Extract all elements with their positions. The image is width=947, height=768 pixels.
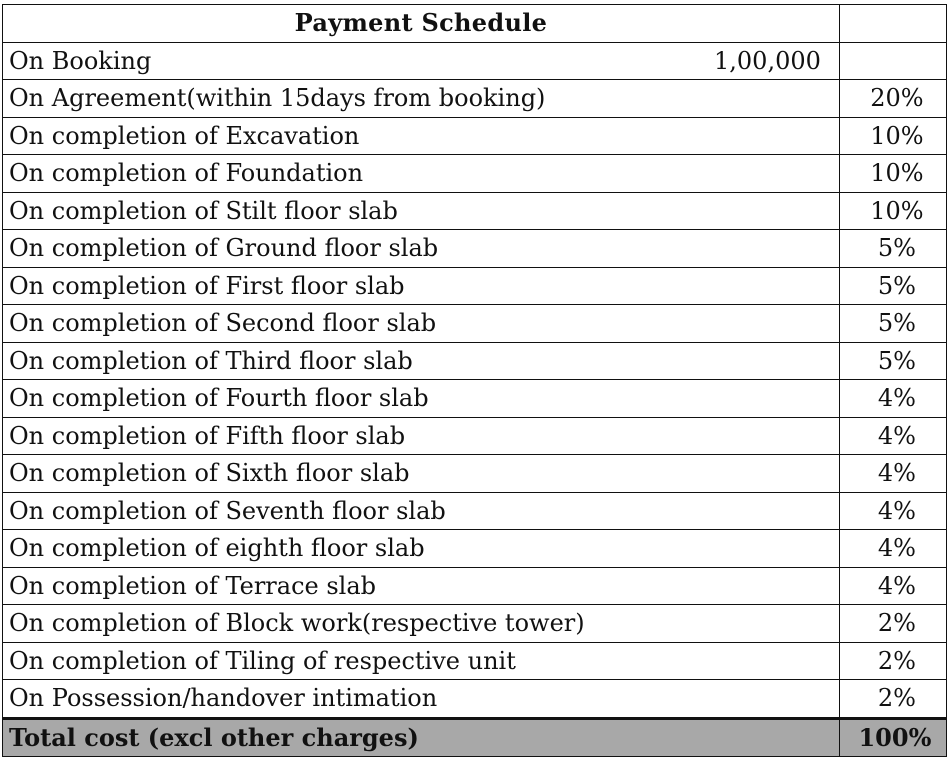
- table-row: [3, 230, 947, 268]
- table-row: [3, 80, 947, 118]
- milestone-label: On Agreement(within 15days from booking): [3, 80, 840, 118]
- milestone-percent: 5%: [839, 305, 946, 343]
- milestone-label: On completion of Ground floor slab: [3, 230, 840, 268]
- total-label: Total cost (excl other charges): [3, 718, 840, 757]
- table-row: [3, 267, 947, 305]
- milestone-label: On completion of Fourth floor slab: [3, 380, 840, 418]
- booking-amount: 1,00,000: [714, 46, 821, 75]
- table-row: [3, 117, 947, 155]
- table-row: [3, 642, 947, 680]
- table-row: [3, 417, 947, 455]
- milestone-label: On completion of Foundation: [3, 155, 840, 193]
- table-row: [3, 455, 947, 493]
- table-header-row: [3, 5, 947, 43]
- booking-label: On Booking: [9, 46, 152, 75]
- milestone-percent: 10%: [839, 155, 946, 193]
- milestone-label: On completion of Third floor slab: [3, 342, 840, 380]
- milestone-label: On Possession/handover intimation: [3, 680, 840, 719]
- milestone-percent: 4%: [839, 492, 946, 530]
- milestone-percent: 10%: [839, 117, 946, 155]
- table-row: [3, 192, 947, 230]
- table-row: [3, 492, 947, 530]
- table-row: [3, 605, 947, 643]
- milestone-label: On completion of Block work(respective tower): [3, 605, 840, 643]
- payment-schedule-sheet: [2, 4, 945, 768]
- total-percent: 100%: [839, 718, 946, 757]
- booking-row: [3, 42, 947, 80]
- milestone-label: On completion of First floor slab: [3, 267, 840, 305]
- milestone-percent: 4%: [839, 417, 946, 455]
- table-row: [3, 305, 947, 343]
- milestone-percent: 5%: [839, 342, 946, 380]
- booking-percent-cell: [839, 42, 946, 80]
- milestone-percent: 5%: [839, 267, 946, 305]
- table-row: [3, 380, 947, 418]
- milestone-percent: 5%: [839, 230, 946, 268]
- milestone-label: On completion of Excavation: [3, 117, 840, 155]
- payment-schedule-table: [2, 4, 947, 757]
- milestone-label: On completion of Tiling of respective unit: [3, 642, 840, 680]
- milestone-percent: 4%: [839, 455, 946, 493]
- milestone-label: On completion of Fifth floor slab: [3, 417, 840, 455]
- booking-description-cell: [3, 42, 840, 80]
- milestone-label: On completion of Terrace slab: [3, 567, 840, 605]
- table-row: [3, 530, 947, 568]
- table-row: [3, 155, 947, 193]
- milestone-label: On completion of Stilt floor slab: [3, 192, 840, 230]
- milestone-percent: 2%: [839, 605, 946, 643]
- milestone-label: On completion of Sixth floor slab: [3, 455, 840, 493]
- milestone-label: On completion of Seventh floor slab: [3, 492, 840, 530]
- milestone-label: On completion of Second floor slab: [3, 305, 840, 343]
- milestone-percent: 20%: [839, 80, 946, 118]
- milestone-percent: 4%: [839, 567, 946, 605]
- table-title: Payment Schedule: [3, 5, 840, 43]
- milestone-label: On completion of eighth floor slab: [3, 530, 840, 568]
- table-header-blank-cell: [839, 5, 946, 43]
- total-row: [3, 718, 947, 757]
- milestone-percent: 2%: [839, 642, 946, 680]
- table-row: [3, 567, 947, 605]
- milestone-percent: 2%: [839, 680, 946, 719]
- table-row: [3, 680, 947, 719]
- milestone-percent: 4%: [839, 530, 946, 568]
- milestone-percent: 4%: [839, 380, 946, 418]
- milestone-percent: 10%: [839, 192, 946, 230]
- table-row: [3, 342, 947, 380]
